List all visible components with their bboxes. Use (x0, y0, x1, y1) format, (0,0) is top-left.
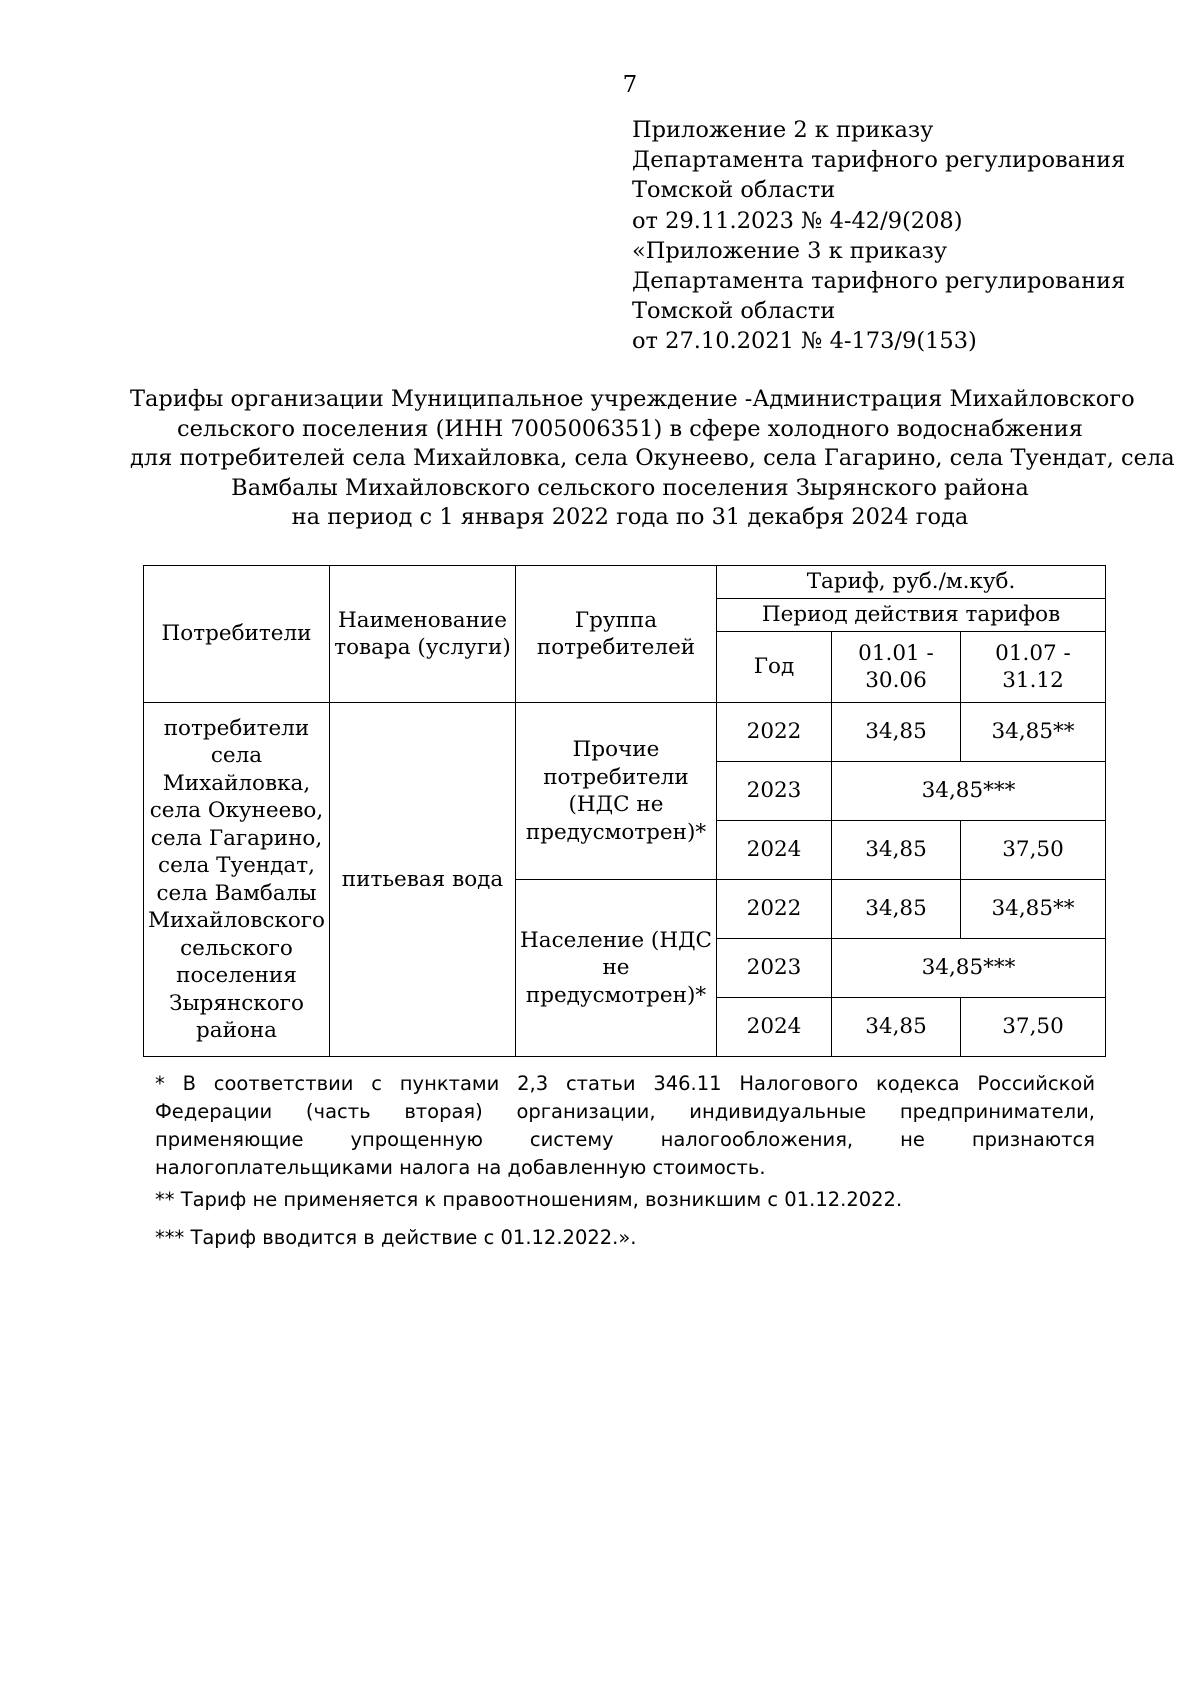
header-group: Группа потребителей (516, 566, 717, 703)
year-cell: 2022 (717, 703, 832, 762)
page-number: 7 (622, 72, 638, 98)
footnote-text: * В соответствии с пунктами 2,3 статьи 346.11 Налогового кодекса Российской Федерации (часть вторая) организации, индивидуальные предприниматели, применяющие упрощенную систему налогообложения, не признаются налогоплательщиками налога на добавленную стоимость. (155, 1072, 1095, 1179)
tariff-cell: 34,85 (832, 998, 961, 1057)
year-cell: 2022 (717, 880, 832, 939)
tariff-cell-merged: 34,85*** (832, 762, 1106, 821)
year-cell: 2023 (717, 762, 832, 821)
header-h1: 01.01 - 30.06 (832, 632, 961, 703)
tariff-cell: 37,50 (961, 998, 1106, 1057)
title-line: для потребителей села Михайловка, села Окунеево, села Гагарино, села Туендат, села (130, 445, 1175, 472)
title-line: Тарифы организации Муниципальное учреждение -Администрация Михайловского (130, 386, 1135, 412)
group-cell: Прочие потребители (НДС не предусмотрен)* (516, 703, 717, 880)
consumers-cell: потребители села Михайловка, села Окунеево, села Гагарино, села Туендат, села Вамбалы Михайловского сельского поселения Зырянского района (144, 703, 330, 1057)
appendix-line: от 27.10.2021 № 4-173/9(153) (632, 328, 977, 355)
tariff-cell: 37,50 (961, 821, 1106, 880)
tariff-cell-merged: 34,85*** (832, 939, 1106, 998)
group-cell: Население (НДС не предусмотрен)* (516, 880, 717, 1057)
tariff-cell: 34,85** (961, 703, 1106, 762)
title-line: на период с 1 января 2022 года по 31 декабря 2024 года (291, 504, 969, 531)
table-row (144, 703, 1106, 762)
document-title (130, 385, 1175, 533)
year-cell: 2023 (717, 939, 832, 998)
year-cell: 2024 (717, 821, 832, 880)
footnote-2: ** Тариф не применяется к правоотношениям, возникшим с 01.12.2022. (155, 1188, 903, 1211)
appendix-line: Приложение 2 к приказу (632, 117, 934, 143)
year-cell: 2024 (717, 998, 832, 1057)
footnote-3: *** Тариф вводится в действие с 01.12.2022.». (155, 1226, 637, 1249)
tariff-cell: 34,85 (832, 703, 961, 762)
appendix-line: от 29.11.2023 № 4-42/9(208) (632, 207, 963, 234)
header-year: Год (717, 632, 832, 703)
appendix-line: Томской области (632, 298, 836, 325)
appendix-line: Департамента тарифного регулирования (632, 267, 1126, 294)
appendix-line: Томской области (632, 177, 836, 204)
appendix-header (632, 115, 1125, 357)
appendix-line: «Приложение 3 к приказу (632, 237, 948, 264)
header-tariff: Тариф, руб./м.куб. (717, 566, 1106, 599)
service-cell: питьевая вода (330, 703, 516, 1057)
header-service: Наименование товара (услуги) (330, 566, 516, 703)
title-line: Вамбалы Михайловского сельского поселения Зырянского района (231, 474, 1029, 501)
tariff-table (143, 565, 1106, 1057)
tariff-cell: 34,85 (832, 821, 961, 880)
header-consumers: Потребители (144, 566, 330, 703)
tariff-cell: 34,85 (832, 880, 961, 939)
title-line: сельского поселения (ИНН 7005006351) в сфере холодного водоснабжения (177, 415, 1083, 442)
appendix-line: Департамента тарифного регулирования (632, 147, 1126, 174)
table-header-row (144, 566, 1106, 599)
header-period: Период действия тарифов (717, 599, 1106, 632)
tariff-cell: 34,85** (961, 880, 1106, 939)
header-h2: 01.07 - 31.12 (961, 632, 1106, 703)
footnote-1 (155, 1070, 1095, 1182)
